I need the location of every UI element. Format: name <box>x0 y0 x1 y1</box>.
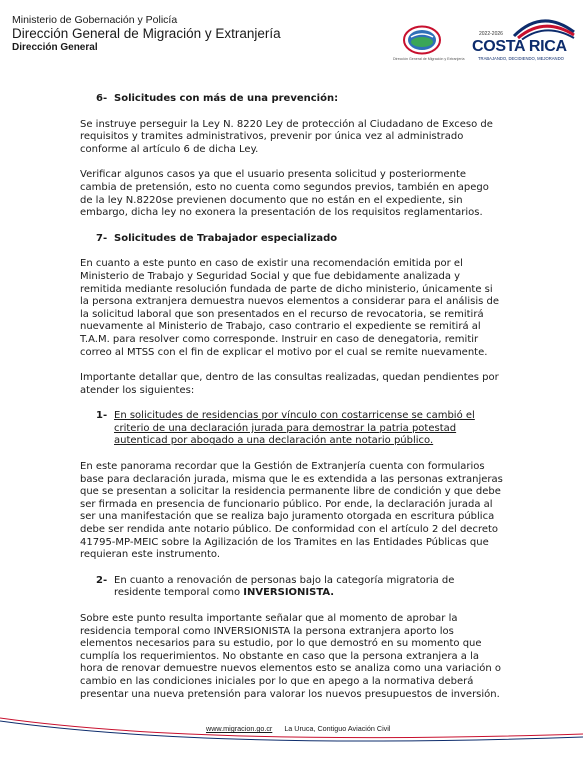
section-6-title <box>80 93 504 106</box>
ministry-name: Ministerio de Gobernación y Policía <box>12 14 178 26</box>
seal-caption: Dirección General de Migración y Extranjería <box>393 57 465 61</box>
section-7-heading: Solicitudes de Trabajador especializado <box>114 232 338 244</box>
migration-seal-logo <box>402 25 442 55</box>
pending-item-2-body <box>114 575 504 600</box>
final-paragraph: Sobre este punto resulta importante señalar que al momento de aprobar la residencia temporal como INVERSIONISTA la persona extranjera aporto los elementos necesarios para su estudio, por lo que demostró en su momento que cumplía los requerimientos. No obstante en caso que la persona extranjera a la hora de renovar demuestre nuevos elementos esto se analiza como una variación o cambio en las condiciones iniciales por lo que en apego a la normativa deberá presentar una nueva pretensión para valorar los nuevos presupuestos de inversión. <box>80 613 502 700</box>
document-body <box>80 93 504 714</box>
pending-item-1 <box>80 410 504 448</box>
unit-name: Dirección General <box>12 42 98 53</box>
page-header <box>0 0 583 78</box>
pending-item-1-number: 1- <box>96 410 108 422</box>
logo-years: 2022-2026 <box>479 31 503 37</box>
section-6-number: 6- <box>96 93 108 104</box>
footer-address: La Uruca, Contiguo Aviación Civil <box>284 724 391 733</box>
pending-item-1-text: En solicitudes de residencias por vínculo con costarricense se cambió el criterio de una declaración jurada para demostrar la patria potestad autenticad por abogado a una declaración ante notario público. <box>114 410 475 447</box>
section-7-number: 7- <box>96 232 108 244</box>
section-7-title <box>80 233 504 246</box>
panorama-paragraph: En este panorama recordar que la Gestión de Extranjería cuenta con formularios base para declaración jurada, misma que le es extendida a las personas extranjeras que se presentan a solicitar la residencia permanente libre de condición y que debe ser firmada en presencia de funcionario público. Por ende, la declaración jurada al ser una manifestación que se realiza bajo juramento otorgada en escritura pública debe ser rendida ante notario público. De conformidad con el artículo 2 del decreto 41795-MP-MEIC sobre la Agilización de los Tramites en las Entidades Públicas que requieran este instrumento. <box>80 461 503 561</box>
page-footer <box>206 724 390 733</box>
section-7-paragraph-1: En cuanto a este punto en caso de existir una recomendación emitida por el Ministerio de Trabajo y Seguridad Social y que fue debidamente analizada y remitida mediante resolución fundada de parte de dicho ministerio, únicamente si la persona extranjera demuestra nuevos elementos a considerar para el análisis de la solicitud laboral que son presentados en el recurso de revocatoria, se remitirá nuevamente al Ministerio de Trabajo, caso contrario el expediente se remitirá al T.A.M. para resolver como corresponde. Instruir en caso de denegatoria, remitir correo al MTSS con el fin de explicar el motivo por el cual se remite nuevamente. <box>80 258 499 358</box>
pending-item-2-number: 2- <box>96 574 108 586</box>
pending-item-2-category: INVERSIONISTA. <box>243 587 335 599</box>
directorate-name: Dirección General de Migración y Extranjería <box>12 26 281 41</box>
costa-rica-logo <box>472 14 576 64</box>
pending-item-2 <box>80 575 504 600</box>
footer-website-link[interactable]: www.migracion.go.cr <box>206 724 273 733</box>
costa-rica-swoosh-icon <box>512 14 576 40</box>
section-6-heading: Solicitudes con más de una prevención: <box>114 93 339 104</box>
logo-tagline: TRABAJANDO, DECIDIENDO, MEJORANDO <box>478 56 564 61</box>
section-6-paragraph-2: Verificar algunos casos ya que el usuario presenta solicitud y posteriormente cambia de pretensión, esto no cuenta como segundos previos, también en apego de la ley N.8220se previenen documento que no están en el expediente, sin embargo, dicha ley no exonera la presentación de los requisitos reglamentarios. <box>80 169 489 219</box>
logo-name: COSTA RICA <box>472 38 567 55</box>
pending-item-2-text: En cuanto a renovación de personas bajo la categoría migratoria de residente temporal como <box>114 574 455 599</box>
section-6-paragraph-1: Se instruye perseguir la Ley N. 8220 Ley de protección al Ciudadano de Exceso de requisitos y tramites administrativos, prevenir por única vez al administrado conforme al artículo 6 de dicha Ley. <box>80 118 493 155</box>
section-7-paragraph-2: Importante detallar que, dentro de las consultas realizadas, quedan pendientes por atender los siguientes: <box>80 372 499 396</box>
